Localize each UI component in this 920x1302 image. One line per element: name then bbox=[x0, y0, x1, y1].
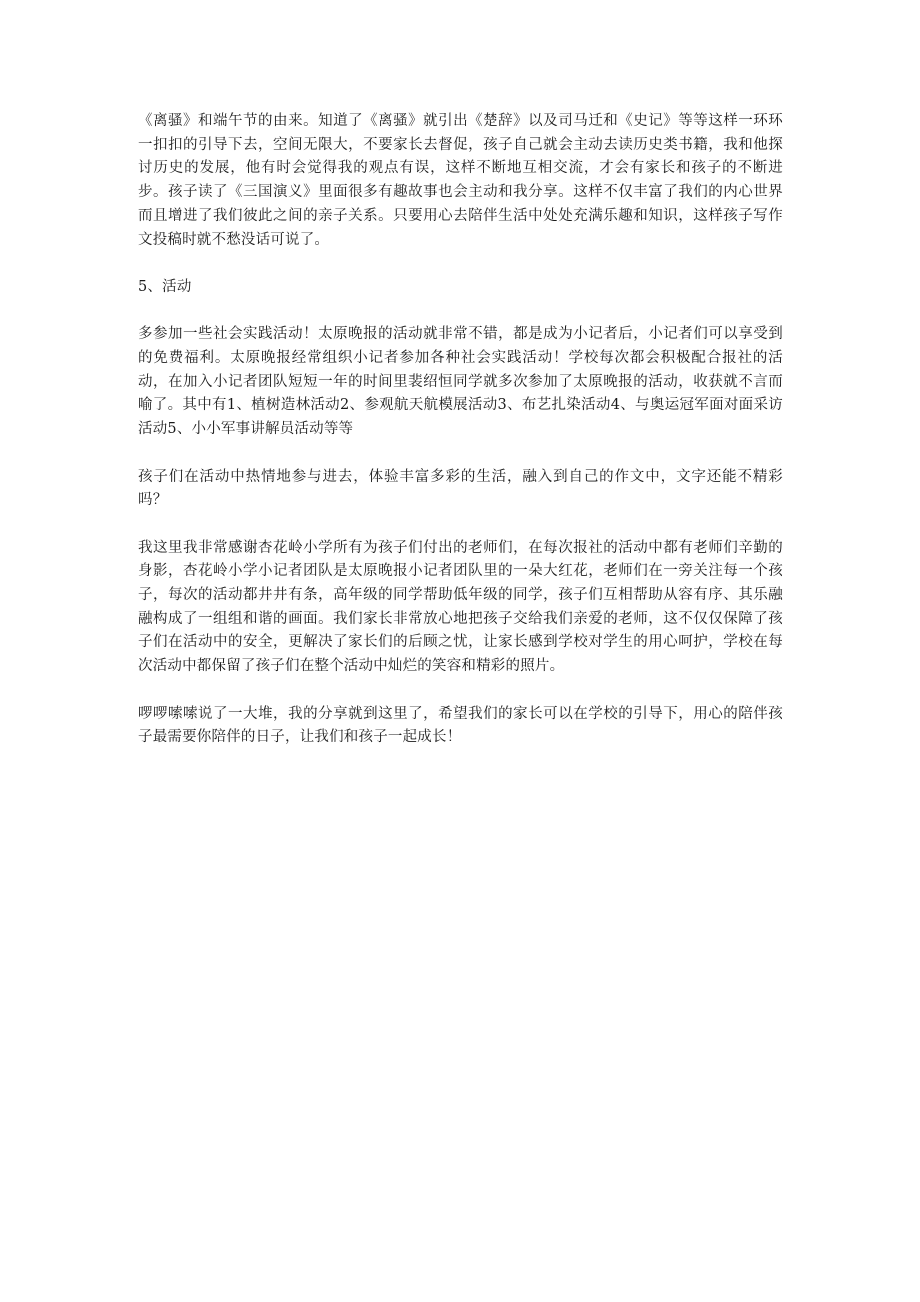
paragraph-intro: 《离骚》和端午节的由来。知道了《离骚》就引出《楚辞》以及司马迁和《史记》等等这样一环环一扣扣的引导下去，空间无限大，不要家长去督促，孩子自己就会主动去读历史类书籍，我和他探讨历史的发展，他有时会觉得我的观点有误，这样不断地互相交流，才会有家长和孩子的不断进步。孩子读了《三国演义》里面很多有趣故事也会主动和我分享。这样不仅丰富了我们的内心世界而且增进了我们彼此之间的亲子关系。只要用心去陪伴生活中处处充满乐趣和知识，这样孩子写作文投稿时就不愁没话可说了。 bbox=[138, 113, 783, 248]
document-body bbox=[138, 110, 783, 774]
paragraph-participation: 孩子们在活动中热情地参与进去，体验丰富多彩的生活，融入到自己的作文中，文字还能不精彩吗？ bbox=[138, 468, 783, 509]
paragraph-activities: 多参加一些社会实践活动！太原晚报的活动就非常不错，都是成为小记者后，小记者们可以享受到的免费福利。太原晚报经常组织小记者参加各种社会实践活动！学校每次都会积极配合报社的活动，在加入小记者团队短短一年的时间里裴绍恒同学就多次参加了太原晚报的活动，收获就不言而喻了。其中有1、植树造林活动2、参观航天航模展活动3、布艺扎染活动4、与奥运冠军面对面采访活动5、小小军事讲解员活动等等 bbox=[138, 326, 783, 438]
paragraph-thanks: 我这里我非常感谢杏花岭小学所有为孩子们付出的老师们，在每次报社的活动中都有老师们辛勤的身影，杏花岭小学小记者团队是太原晚报小记者团队里的一朵大红花，老师们在一旁关注每一个孩子，每次的活动都井井有条，高年级的同学帮助低年级的同学，孩子们互相帮助从容有序、其乐融融构成了一组组和谐的画面。我们家长非常放心地把孩子交给我们亲爱的老师，这不仅仅保障了孩子们在活动中的安全，更解决了家长们的后顾之忧，让家长感到学校对学生的用心呵护，学校在每次活动中都保留了孩子们在整个活动中灿烂的笑容和精彩的照片。 bbox=[138, 539, 783, 675]
paragraph-closing: 啰啰嗦嗦说了一大堆，我的分享就到这里了，希望我们的家长可以在学校的引导下，用心的陪伴孩子最需要你陪伴的日子，让我们和孩子一起成长！ bbox=[138, 705, 783, 746]
section-heading-activities: 5、活动 bbox=[138, 278, 192, 295]
